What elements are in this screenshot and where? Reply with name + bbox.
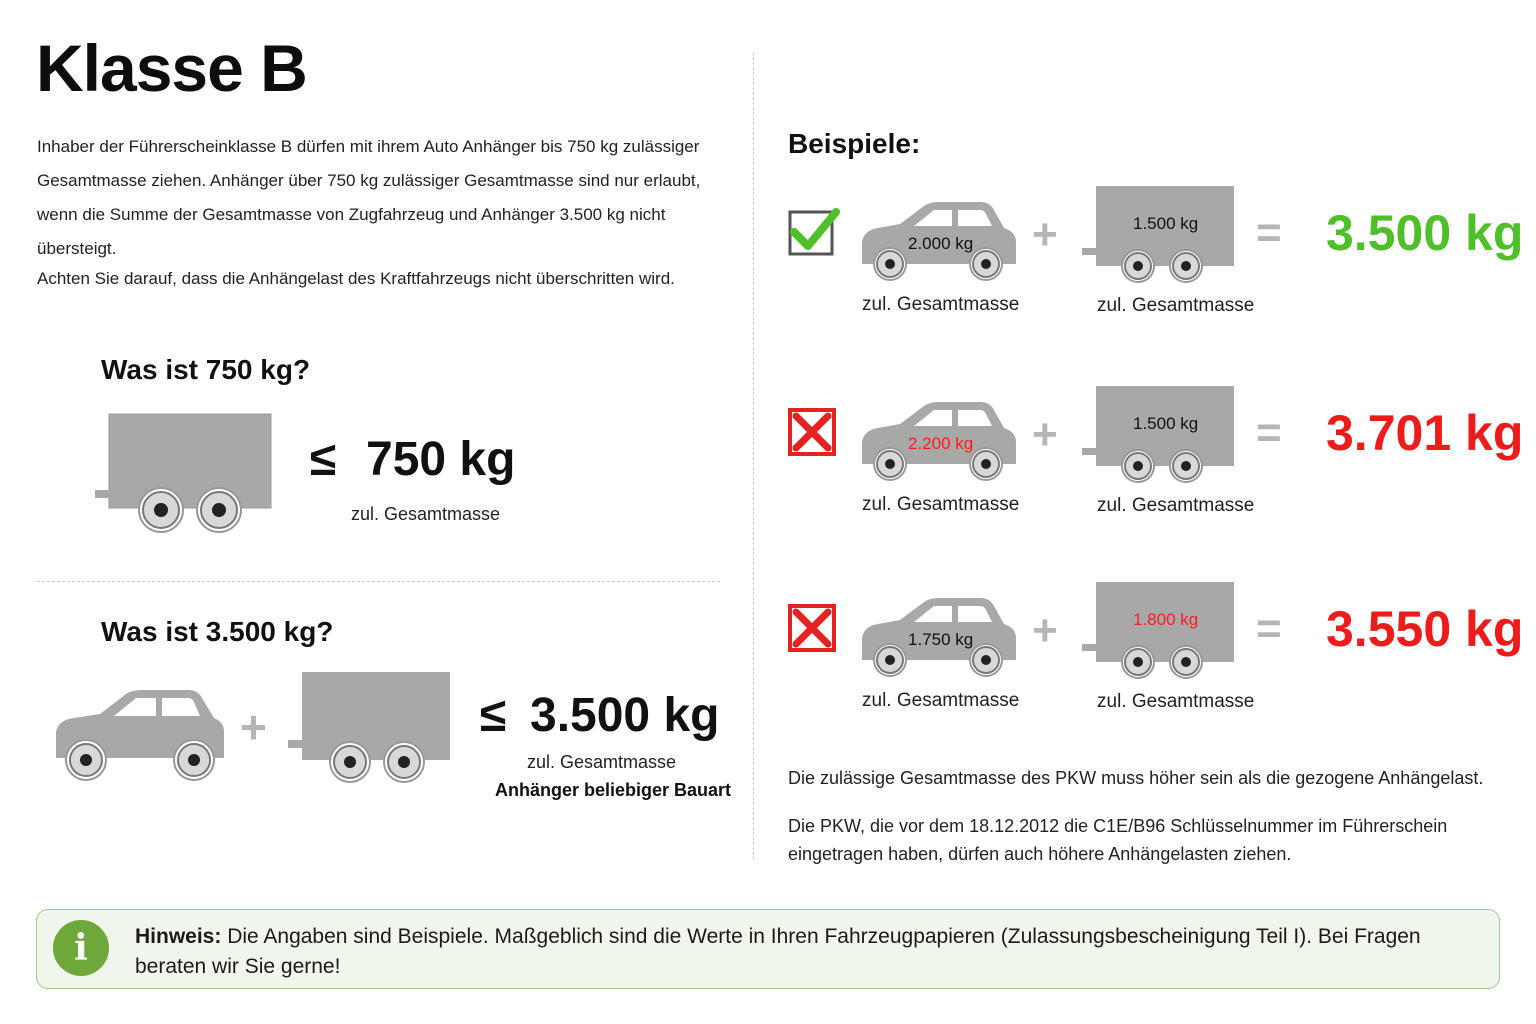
car-caption: zul. Gesamtmasse [862,294,1020,315]
column-divider [753,52,754,860]
intro-text: Inhaber der Führerscheinklasse B dürfen mit ihrem Auto Anhänger bis 750 kg zulässiger Gesamtmasse ziehen. Anhänger über 750 kg zulässiger Gesamtmasse sind nur erlaubt, wenn die Summe der Gesamtmasse von Zugfahrzeug und Anhänger 3.500 kg nicht übersteigt. [37,137,701,258]
equals-symbol: = [1256,208,1282,257]
result-value: 3.701 kg [1326,405,1524,461]
note-pkw: Die zulässige Gesamtmasse des PKW muss höher sein als die gezogene Anhängelast. [788,768,1484,788]
note-c1e-b96: Die PKW, die vor dem 18.12.2012 die C1E/B96 Schlüsselnummer im Führerschein eingetragen haben, dürfen auch höhere Anhängelasten ziehen. [788,816,1448,864]
result-value: 3.500 kg [1326,205,1524,261]
section-divider [37,581,720,582]
plus-symbol: + [240,701,267,753]
car-weight-label: 2.000 kg [908,234,974,253]
check-icon [788,208,840,260]
car-caption: zul. Gesamtmasse [862,494,1020,515]
hint-box [36,909,1500,989]
trailer-icon [1082,384,1238,484]
hint-text [135,922,1435,982]
leq-750-symbol: ≤ [310,433,337,486]
result-value: 3.550 kg [1326,601,1524,657]
page-title: Klasse B [36,31,307,105]
trailer-caption: zul. Gesamtmasse [1097,495,1255,516]
trailer-750-icon [95,412,275,534]
trailer-caption: zul. Gesamtmasse [1097,295,1255,316]
cross-icon [788,604,836,652]
car-weight-label: 2.200 kg [908,434,974,453]
cross-icon [788,408,836,456]
section-750-title: Was ist 750 kg? [101,354,311,385]
section-3500-title: Was ist 3.500 kg? [101,616,334,647]
equals-symbol: = [1256,408,1282,457]
trailer-weight-label: 1.800 kg [1133,610,1199,629]
leq-3500-symbol: ≤ [480,689,507,742]
label-3500-trailer: Anhänger beliebiger Bauart [495,780,732,800]
hint-label: Hinweis: [135,925,222,948]
examples-title: Beispiele: [788,128,921,159]
info-icon: i [53,920,109,976]
value-750: 750 kg [366,433,516,486]
car-caption: zul. Gesamtmasse [862,690,1020,711]
label-750: zul. Gesamtmasse [351,504,501,524]
label-3500: zul. Gesamtmasse [527,752,677,772]
trailer-weight-label: 1.500 kg [1133,414,1199,433]
trailer-3500-icon [288,670,454,786]
trailer-weight-label: 1.500 kg [1133,214,1199,233]
plus-symbol: + [1032,606,1058,655]
plus-symbol: + [1032,410,1058,459]
car-weight-label: 1.750 kg [908,630,974,649]
plus-symbol: + [1032,210,1058,259]
intro-note: Achten Sie darauf, dass die Anhängelast des Kraftfahrzeugs nicht überschritten wird. [37,269,675,288]
equals-symbol: = [1256,604,1282,653]
trailer-icon [1082,580,1238,680]
trailer-caption: zul. Gesamtmasse [1097,691,1255,712]
value-3500: 3.500 kg [530,689,720,742]
trailer-icon [1082,184,1238,284]
hint-body: Die Angaben sind Beispiele. Maßgeblich sind die Werte in Ihren Fahrzeugpapieren (Zulassungsbescheinigung Teil I). Bei Fragen beraten wir Sie gerne! [135,925,1421,978]
car-3500-icon [52,688,228,784]
